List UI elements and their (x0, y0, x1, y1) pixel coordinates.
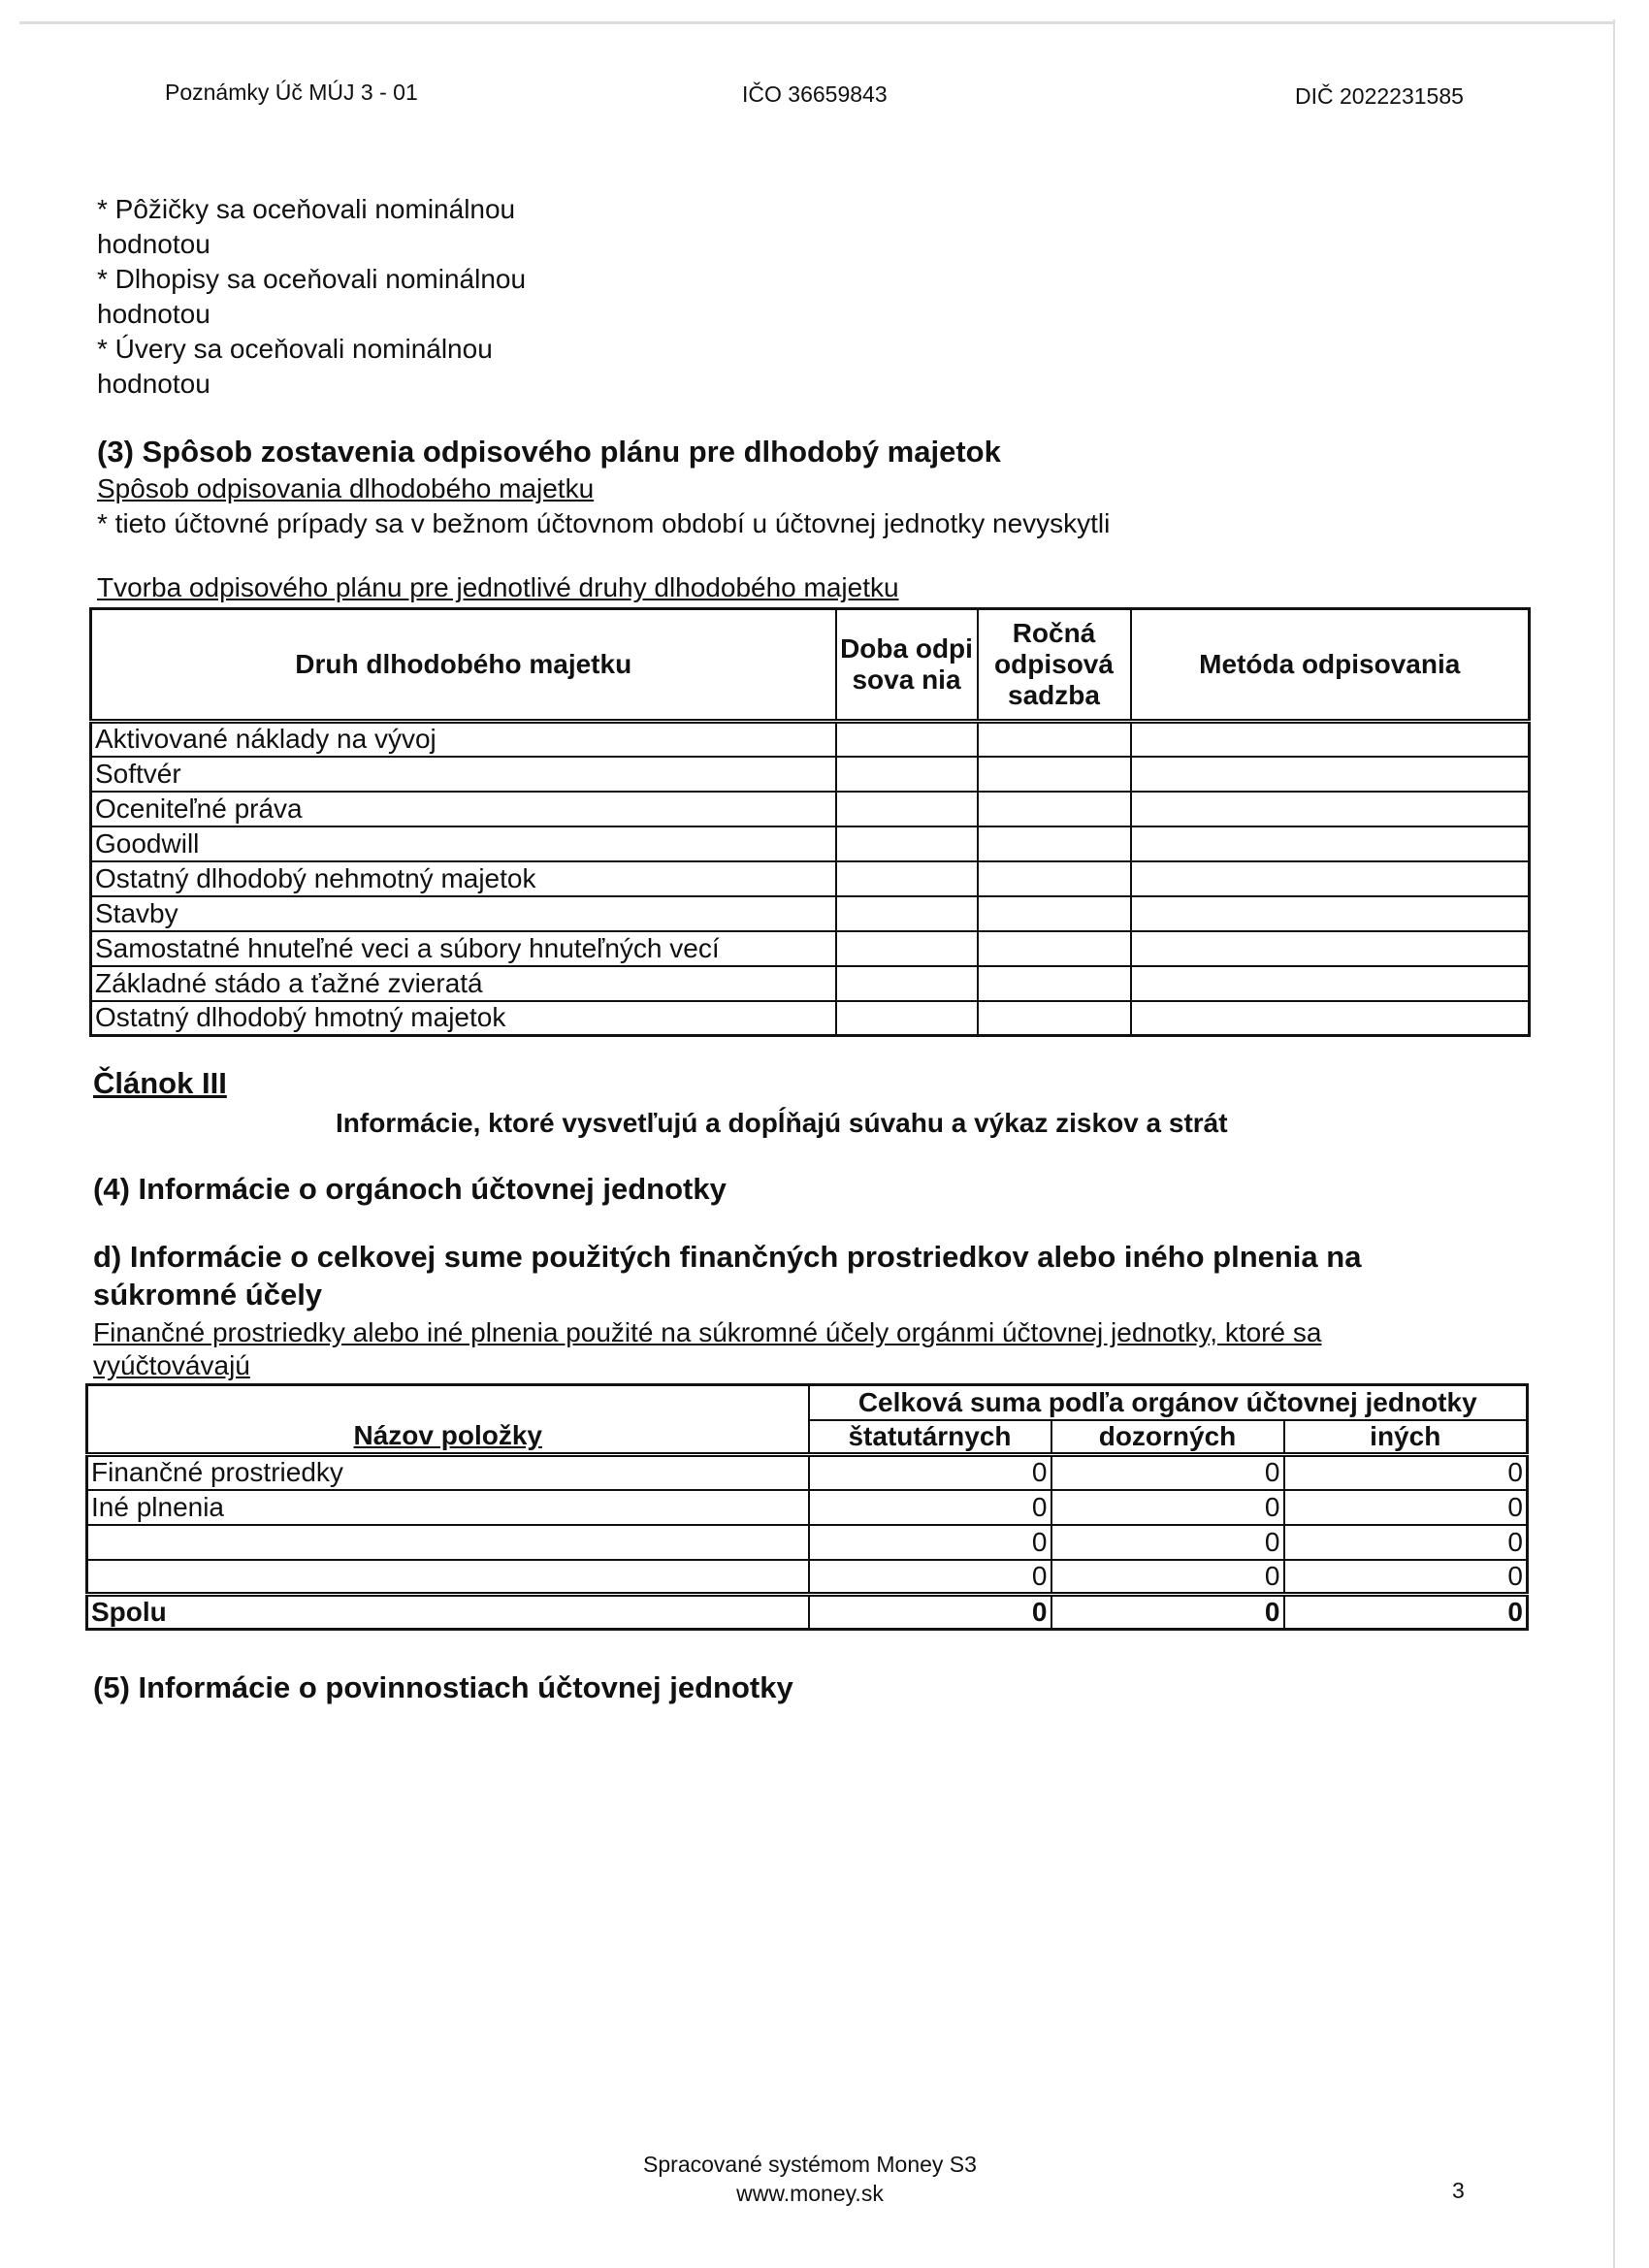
total-row (87, 1595, 1528, 1630)
scan-edge-top (19, 21, 1615, 24)
value-cell: 0 (1284, 1525, 1528, 1560)
article-title: Článok III (93, 1066, 227, 1100)
asset-type-cell: Stavby (91, 896, 836, 931)
table2-caption-2: vyúčtovávajú (93, 1350, 250, 1380)
table-row (87, 1455, 1528, 1490)
asset-type-cell: Ostatný dlhodobý hmotný majetok (91, 1001, 836, 1036)
section3-title: (3) Spôsob zostavenia odpisového plánu pre dlhodobý majetok (97, 435, 1001, 469)
value-cell: 0 (1051, 1525, 1284, 1560)
total-value: 0 (809, 1595, 1051, 1630)
footer-url: www.money.sk (736, 2181, 884, 2206)
bullet-line: hodnotou (97, 229, 210, 259)
scan-edge-right (1613, 19, 1615, 2268)
asset-type-cell: Aktivované náklady na vývoj (91, 722, 836, 757)
table-row (91, 896, 1530, 931)
asset-type-cell: Ostatný dlhodobý nehmotný majetok (91, 861, 836, 896)
value-cell: 0 (1051, 1560, 1284, 1595)
bullet-line: hodnotou (97, 369, 210, 399)
table-row (91, 966, 1530, 1001)
value-cell: 0 (1284, 1455, 1528, 1490)
table-row (91, 792, 1530, 826)
depreciation-table (89, 607, 1531, 1037)
table2-caption-1: Finančné prostriedky alebo iné plnenia použité na súkromné účely orgánmi účtovnej jednotky, ktoré sa (93, 1317, 1322, 1347)
asset-type-cell: Softvér (91, 757, 836, 792)
col-header-period: Doba odpisova nia (836, 609, 978, 722)
table1-caption: Tvorba odpisového plánu pre jednotlivé druhy dlhodobého majetku (97, 572, 899, 602)
item-name-cell (87, 1560, 809, 1595)
item-name-cell (87, 1525, 809, 1560)
sectionD-title-2: súkromné účely (93, 1278, 323, 1312)
footer-system: Spracované systémom Money S3 (643, 2152, 977, 2177)
col-header-supervisory: dozorných (1051, 1420, 1284, 1455)
value-cell: 0 (809, 1490, 1051, 1525)
col-header-asset-type: Druh dlhodobého majetku (91, 609, 836, 722)
sectionD-title-1: d) Informácie o celkovej sume použitých finančných prostriedkov alebo iného plnenia na (93, 1240, 1362, 1274)
table-header-row (91, 609, 1530, 722)
table-row (87, 1560, 1528, 1595)
table-row (91, 931, 1530, 966)
section3-subtitle: Spôsob odpisovania dlhodobého majetku (97, 473, 595, 503)
col-header-name: Názov položky (87, 1420, 809, 1455)
asset-type-cell: Základné stádo a ťažné zvieratá (91, 966, 836, 1001)
private-use-table (85, 1383, 1529, 1631)
item-name-cell: Finančné prostriedky (87, 1455, 809, 1490)
bullet-line: * Pôžičky sa oceňovali nominálnou (97, 194, 516, 224)
value-cell: 0 (1051, 1490, 1284, 1525)
asset-type-cell: Oceniteľné práva (91, 792, 836, 826)
total-label: Spolu (87, 1595, 809, 1630)
item-name-cell: Iné plnenia (87, 1490, 809, 1525)
table-header-row (87, 1420, 1528, 1455)
col-header-statutory: štatutárnych (809, 1420, 1051, 1455)
article-subtitle: Informácie, ktoré vysvetľujú a dopĺňajú súvahu a výkaz ziskov a strát (336, 1108, 1228, 1138)
value-cell: 0 (1284, 1560, 1528, 1595)
col-header-method: Metóda odpisovania (1131, 609, 1530, 722)
asset-type-cell: Goodwill (91, 826, 836, 861)
value-cell: 0 (809, 1455, 1051, 1490)
header-ico: IČO 36659843 (742, 81, 888, 107)
value-cell: 0 (1284, 1490, 1528, 1525)
value-cell: 0 (809, 1525, 1051, 1560)
section4-title: (4) Informácie o orgánoch účtovnej jednotky (93, 1172, 727, 1206)
bullet-line: * Dlhopisy sa oceňovali nominálnou (97, 264, 527, 294)
header-doc-id: Poznámky Úč MÚJ 3 - 01 (165, 80, 418, 105)
page-number: 3 (1452, 2178, 1465, 2203)
header-dic: DIČ 2022231585 (1295, 83, 1464, 109)
asset-type-cell: Samostatné hnuteľné veci a súbory hnuteľných vecí (91, 931, 836, 966)
table-row (91, 861, 1530, 896)
total-value: 0 (1284, 1595, 1528, 1630)
total-value: 0 (1051, 1595, 1284, 1630)
group-header: Celková suma podľa orgánov účtovnej jednotky (809, 1385, 1528, 1420)
table-row (91, 1001, 1530, 1036)
table-row (87, 1525, 1528, 1560)
value-cell: 0 (809, 1560, 1051, 1595)
table-row (91, 826, 1530, 861)
col-header-rate: Ročná odpisová sadzba (978, 609, 1131, 722)
section5-title: (5) Informácie o povinnostiach účtovnej jednotky (93, 1670, 793, 1704)
bullet-list (97, 192, 526, 402)
bullet-line: * Úvery sa oceňovali nominálnou (97, 334, 493, 364)
table-header-row (87, 1385, 1528, 1420)
table-row (91, 722, 1530, 757)
table-row (91, 757, 1530, 792)
table-row (87, 1490, 1528, 1525)
section3-note: * tieto účtovné prípady sa v bežnom účtovnom období u účtovnej jednotky nevyskytli (97, 508, 1111, 538)
bullet-line: hodnotou (97, 299, 210, 329)
col-header-other: iných (1284, 1420, 1528, 1455)
value-cell: 0 (1051, 1455, 1284, 1490)
